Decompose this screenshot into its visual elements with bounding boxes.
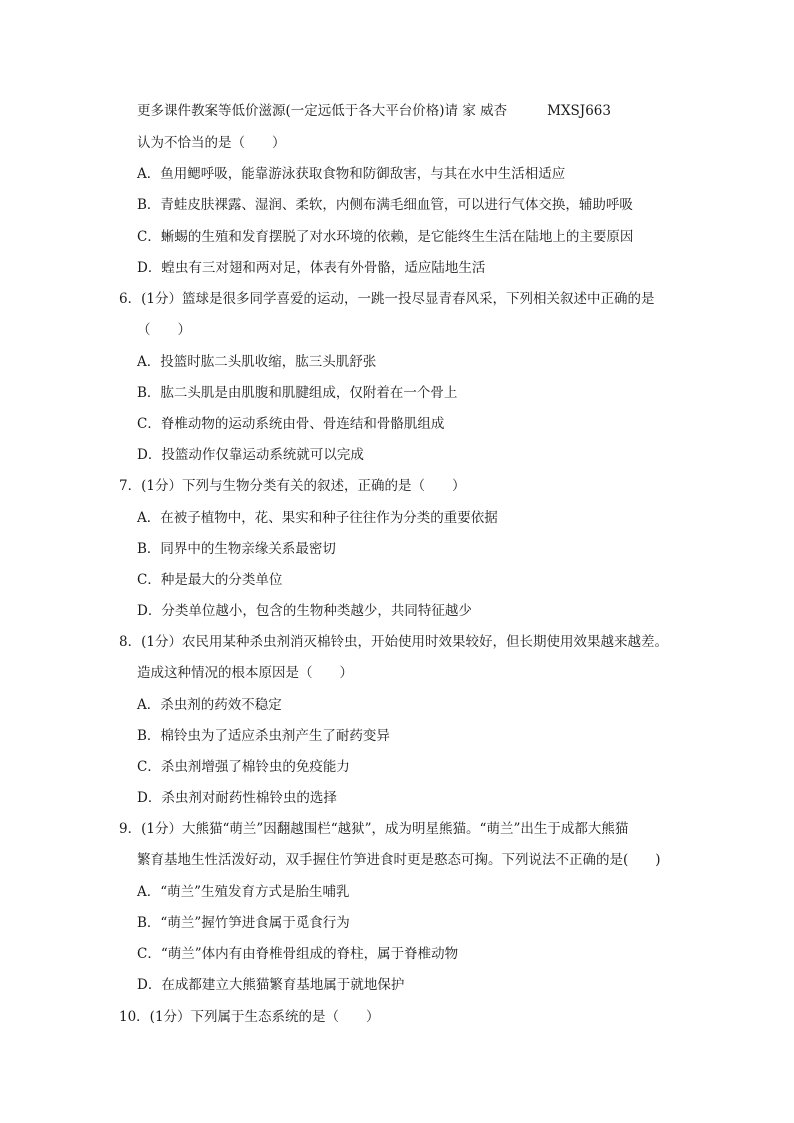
q9-stem: 9．(1分）大熊猫“萌兰”因翻越围栏“越狱”，成为明星熊猫。“萌兰”出生于成都大熊猫 xyxy=(119,821,629,837)
q6-option-c: C．脊椎动物的运动系统由骨、骨连结和骨骼肌组成 xyxy=(137,416,445,432)
q7-stem: 7．(1分）下列与生物分类有关的叙述，正确的是（ ） xyxy=(119,478,466,494)
header-code: MXSJ663 xyxy=(547,103,611,119)
q9-option-a: A．“萌兰”生殖发育方式是胎生哺乳 xyxy=(137,884,350,900)
header-notice-text: 更多课件教案等低价滋源(一定远低于各大平台价格)请 家 威杏 xyxy=(137,103,508,119)
q6-option-b: B．肱二头肌是由肌腹和肌腱组成，仅附着在一个骨上 xyxy=(137,385,458,401)
q5-option-b: B．青蛙皮肤裸露、湿润、柔软，内侧布满毛细血管，可以进行气体交换，辅助呼吸 xyxy=(137,197,633,213)
q8-option-b: B．棉铃虫为了适应杀虫剂产生了耐药变异 xyxy=(137,728,390,744)
q6-option-d: D．投篮动作仅靠运动系统就可以完成 xyxy=(137,447,364,463)
q9-option-c: C．“萌兰”体内有由脊椎骨组成的脊柱，属于脊椎动物 xyxy=(137,946,459,962)
q5-option-a: A．鱼用鳃呼吸，能靠游泳获取食物和防御敌害，与其在水中生活相适应 xyxy=(137,166,566,182)
q8-stem: 8．(1分）农民用某种杀虫剂消灭棉铃虫，开始使用时效果较好，但长期使用效果越来越差。 xyxy=(119,634,668,650)
q8-option-c: C．杀虫剂增强了棉铃虫的免疫能力 xyxy=(137,759,350,775)
q8-option-d: D．杀虫剂对耐药性棉铃虫的选择 xyxy=(137,790,337,806)
q7-option-c: C．种是最大的分类单位 xyxy=(137,572,283,588)
q9-option-d: D．在成都建立大熊猫繁育基地属于就地保护 xyxy=(137,977,405,993)
q9-stem-continuation: 繁育基地生性活泼好动，双手握住竹笋进食时更是憨态可掬。下列说法不正确的是( ) xyxy=(137,852,661,868)
q7-option-b: B．同界中的生物亲缘关系最密切 xyxy=(137,541,336,557)
q8-option-a: A．杀虫剂的药效不稳定 xyxy=(137,697,282,713)
q5-option-c: C．蜥蜴的生殖和发育摆脱了对水环境的依赖，是它能终生生活在陆地上的主要原因 xyxy=(137,229,634,245)
q8-stem-continuation: 造成这种情况的根本原因是（ ） xyxy=(137,665,353,681)
q6-stem: 6．(1分）篮球是很多同学喜爱的运动，一跳一投尽显青春风采，下列相关叙述中正确的是 xyxy=(119,291,655,307)
q5-stem-continuation: 认为不恰当的是（ ） xyxy=(137,135,286,151)
q5-option-d: D．蝗虫有三对翅和两对足，体表有外骨骼，适应陆地生活 xyxy=(137,260,486,276)
q6-stem-continuation: （ ） xyxy=(137,322,191,338)
q9-option-b: B．“萌兰”握竹笋进食属于觅食行为 xyxy=(137,915,350,931)
q7-option-a: A．在被子植物中，花、果实和种子往往作为分类的重要依据 xyxy=(137,510,498,526)
q6-option-a: A．投篮时肱二头肌收缩，肱三头肌舒张 xyxy=(137,354,377,370)
q7-option-d: D．分类单位越小，包含的生物种类越少，共同特征越少 xyxy=(137,603,472,619)
q10-stem: 10．(1分）下列属于生态系统的是（ ） xyxy=(119,1009,380,1025)
header-notice xyxy=(137,101,611,121)
